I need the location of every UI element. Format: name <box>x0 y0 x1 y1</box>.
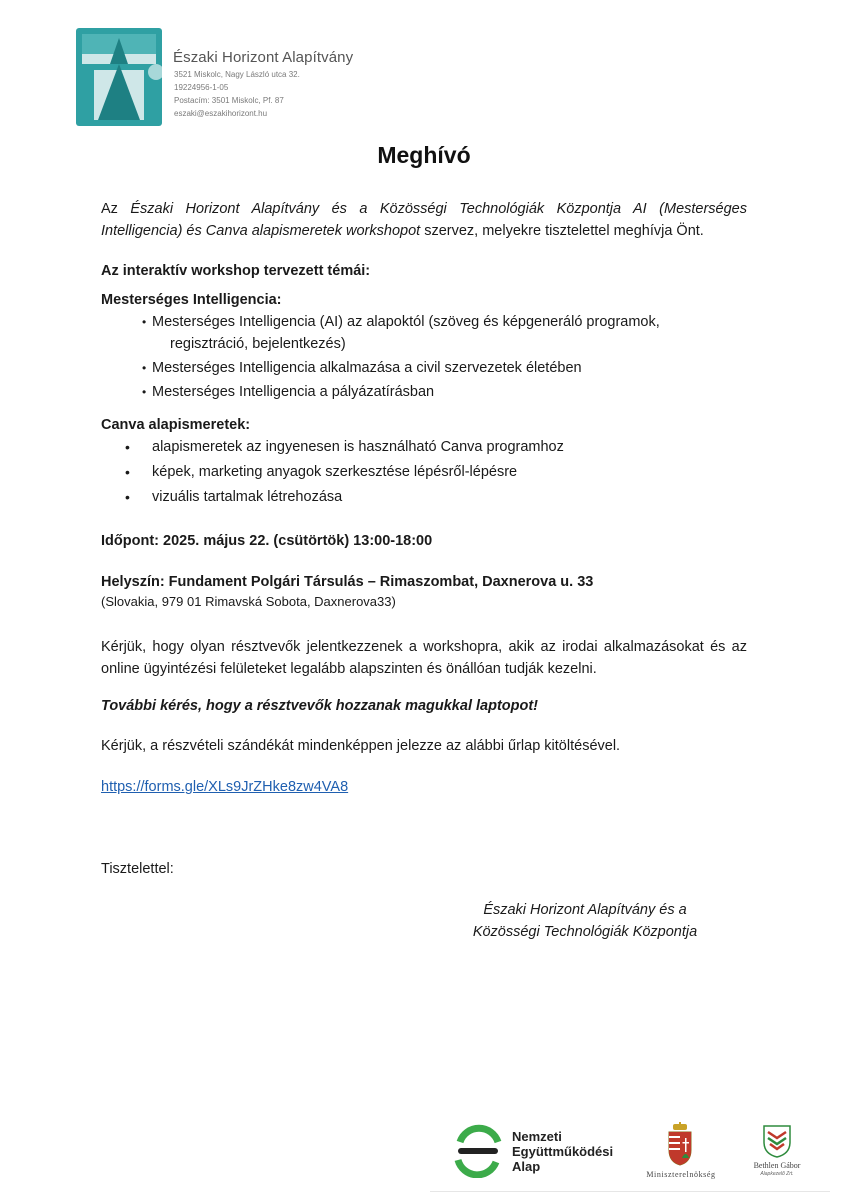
ai-topic-list <box>140 311 740 405</box>
nea-name: Nemzeti Együttműködési Alap <box>512 1129 614 1174</box>
intro-paragraph: Az Északi Horizont Alapítvány és a Közösségi Technológiák Központja AI (Mesterséges Intelligencia) és Canva alapismeretek workshopot szervez, melyekre tisztelettel meghívja Önt. <box>101 201 747 239</box>
laptop-notice: További kérés, hogy a résztvevők hozzanak magukkal laptopot! <box>101 698 539 714</box>
org-postal: Postacím: 3501 Miskolc, Pf. 87 <box>174 96 284 105</box>
org-name: Északi Horizont Alapítvány <box>173 49 354 66</box>
org-email: eszaki@eszakihorizont.hu <box>174 109 268 118</box>
canva-topic-list <box>101 436 721 511</box>
ministry-name: Miniszterelnökség <box>646 1170 716 1179</box>
event-place: Helyszín: Fundament Polgári Társulás – Rimaszombat, Daxnerova u. 33 <box>101 574 594 590</box>
registration-form-link[interactable]: https://forms.gle/XLs9JrZHke8zw4VA8 <box>101 779 349 795</box>
form-note: Kérjük, a részvételi szándékát mindenképpen jelezze az alábbi űrlap kitöltésével. <box>101 738 621 754</box>
topics-heading: Az interaktív workshop tervezett témái: <box>101 263 371 279</box>
participant-request: Kérjük, hogy olyan résztvevők jelentkezzenek a workshopra, akik az irodai alkalmazásokat és az online ügyintézési felületeket legalább alapszinten és önállóan tudják kezelni. <box>101 639 747 677</box>
footer-divider <box>430 1191 830 1192</box>
event-address: (Slovakia, 979 01 Rimavská Sobota, Daxnerova33) <box>101 594 396 609</box>
list-item: • Mesterséges Intelligencia a pályázatírásban <box>140 381 740 403</box>
closing-regards: Tisztelettel: <box>101 861 174 877</box>
nea-logo <box>452 1122 504 1178</box>
hungarian-coat-of-arms-icon <box>666 1122 694 1166</box>
signature: Északi Horizont Alapítvány és a Közösségi Technológiák Központja <box>472 902 698 940</box>
intro-organizers: Északi Horizont Alapítvány és a Közösségi Technológiák Központja AI (Mesterséges Intelligencia) és Canva alapismeretek workshopot <box>101 201 747 239</box>
ai-heading: Mesterséges Intelligencia: <box>101 292 282 308</box>
list-item: • alapismeretek az ingyenesen is használható Canva programhoz <box>101 436 721 458</box>
event-time: Időpont: 2025. május 22. (csütörtök) 13:00-18:00 <box>101 533 433 549</box>
bethlen-gabor-subtitle: Alapkezelő Zrt. <box>760 1171 794 1177</box>
bethlen-gabor-logo <box>762 1124 792 1158</box>
page-title: Meghívó <box>377 142 471 168</box>
canva-heading: Canva alapismeretek: <box>101 417 251 433</box>
list-item: • képek, marketing anyagok szerkesztése lépésről-lépésre <box>101 461 721 483</box>
list-item: • Mesterséges Intelligencia (AI) az alapoktól (szöveg és képgeneráló programok, regisztráció, bejelentkezés) <box>140 311 740 355</box>
bethlen-gabor-name: Bethlen Gábor <box>753 1161 801 1170</box>
foundation-logo <box>76 28 162 126</box>
org-address: 3521 Miskolc, Nagy László utca 32. <box>174 70 300 79</box>
list-item: • Mesterséges Intelligencia alkalmazása a civil szervezetek életében <box>140 357 740 379</box>
list-item: • vizuális tartalmak létrehozása <box>101 486 721 508</box>
org-tax-id: 19224956-1-05 <box>174 83 229 92</box>
